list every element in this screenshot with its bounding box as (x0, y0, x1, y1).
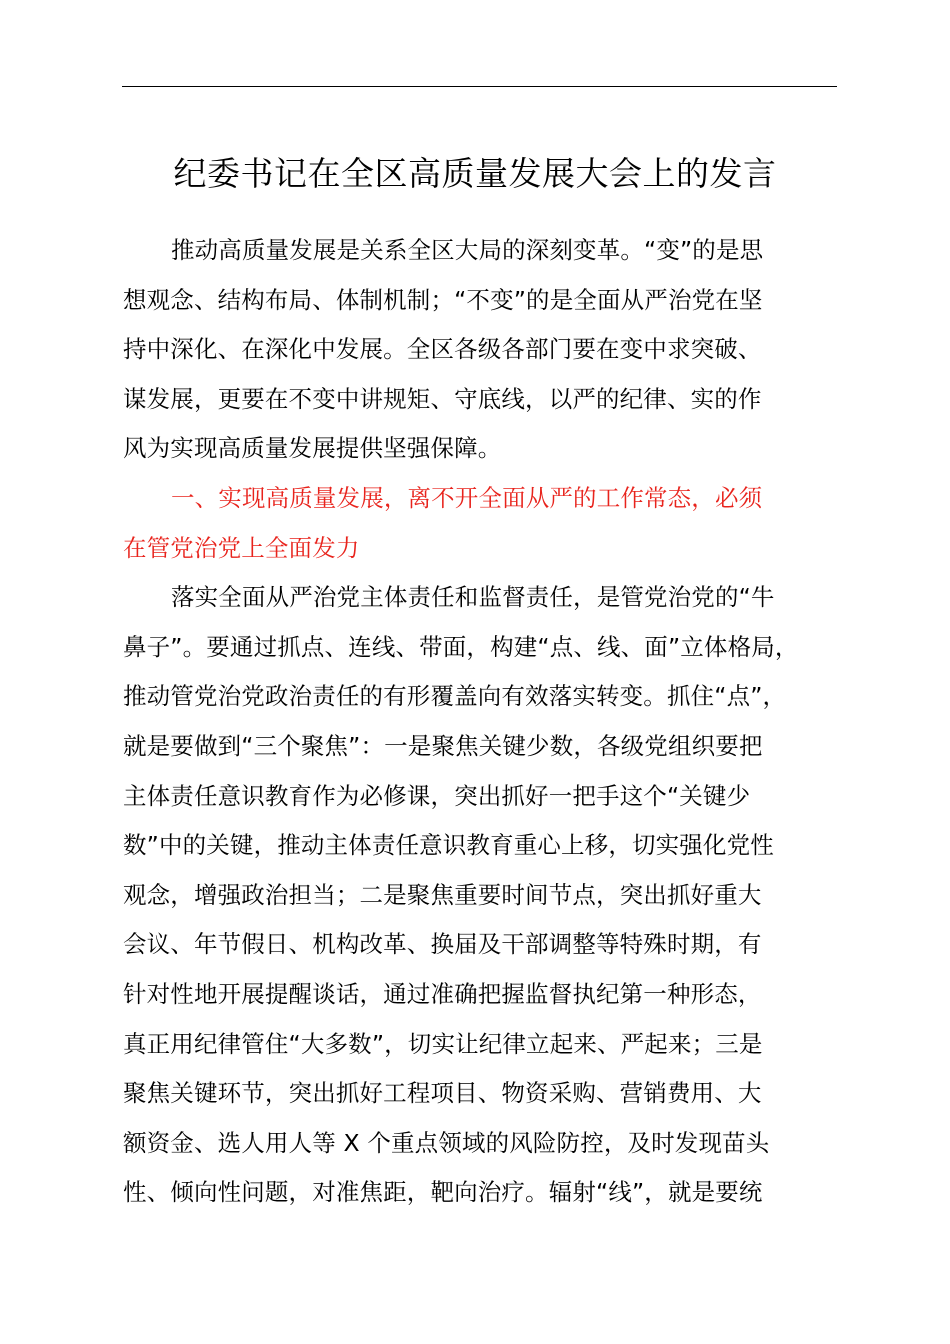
paragraph-line: 额资金、选人用人等 X 个重点领域的风险防控，及时发现苗头 (123, 1128, 770, 1157)
paragraph-line: 风为实现高质量发展提供坚强保障。 (123, 434, 502, 463)
paragraph-line: 观念，增强政治担当；二是聚焦重要时间节点，突出抓好重大 (123, 880, 762, 909)
paragraph-line: 持中深化、在深化中发展。全区各级各部门要在变中求突破、 (123, 335, 762, 364)
paragraph-line: 推动高质量发展是关系全区大局的深刻变革。“变”的是思 (171, 236, 764, 264)
document-title: 纪委书记在全区高质量发展大会上的发言 (173, 154, 777, 193)
paragraph-line: 鼻子”。要通过抓点、连线、带面，构建“点、线、面”立体格局， (123, 632, 799, 661)
paragraph-line: 聚焦关键环节，突出抓好工程项目、物资采购、营销费用、大 (123, 1079, 762, 1108)
paragraph-line: 谋发展，更要在不变中讲规矩、守底线，以严的纪律、实的作 (123, 384, 762, 413)
paragraph-line: 会议、年节假日、机构改革、换届及干部调整等特殊时期，有 (123, 930, 762, 959)
section-heading-line: 在管党治党上全面发力 (123, 533, 360, 562)
section-heading-line: 一、实现高质量发展，离不开全面从严的工作常态，必须 (171, 483, 763, 512)
paragraph-line: 想观念、结构布局、体制机制；“不变”的是全面从严治党在坚 (123, 285, 763, 314)
paragraph-line: 推动管党治党政治责任的有形覆盖向有效落实转变。抓住“点”， (123, 682, 787, 711)
paragraph-line: 真正用纪律管住“大多数”，切实让纪律立起来、严起来；三是 (123, 1029, 763, 1058)
header-rule (122, 86, 837, 87)
paragraph-line: 性、倾向性问题，对准焦距，靶向治疗。辐射“线”，就是要统 (123, 1178, 763, 1207)
paragraph-line: 落实全面从严治党主体责任和监督责任，是管党治党的“牛 (171, 583, 775, 612)
document-body (123, 226, 839, 1218)
paragraph-line: 针对性地开展提醒谈话，通过准确把握监督执纪第一种形态， (123, 979, 762, 1008)
paragraph-line: 就是要做到“三个聚焦”：一是聚焦关键少数，各级党组织要把 (123, 731, 763, 760)
paragraph-line: 主体责任意识教育作为必修课，突出抓好一把手这个“关键少 (123, 781, 751, 810)
paragraph-line: 数”中的关键，推动主体责任意识教育重心上移，切实强化党性 (123, 831, 774, 860)
